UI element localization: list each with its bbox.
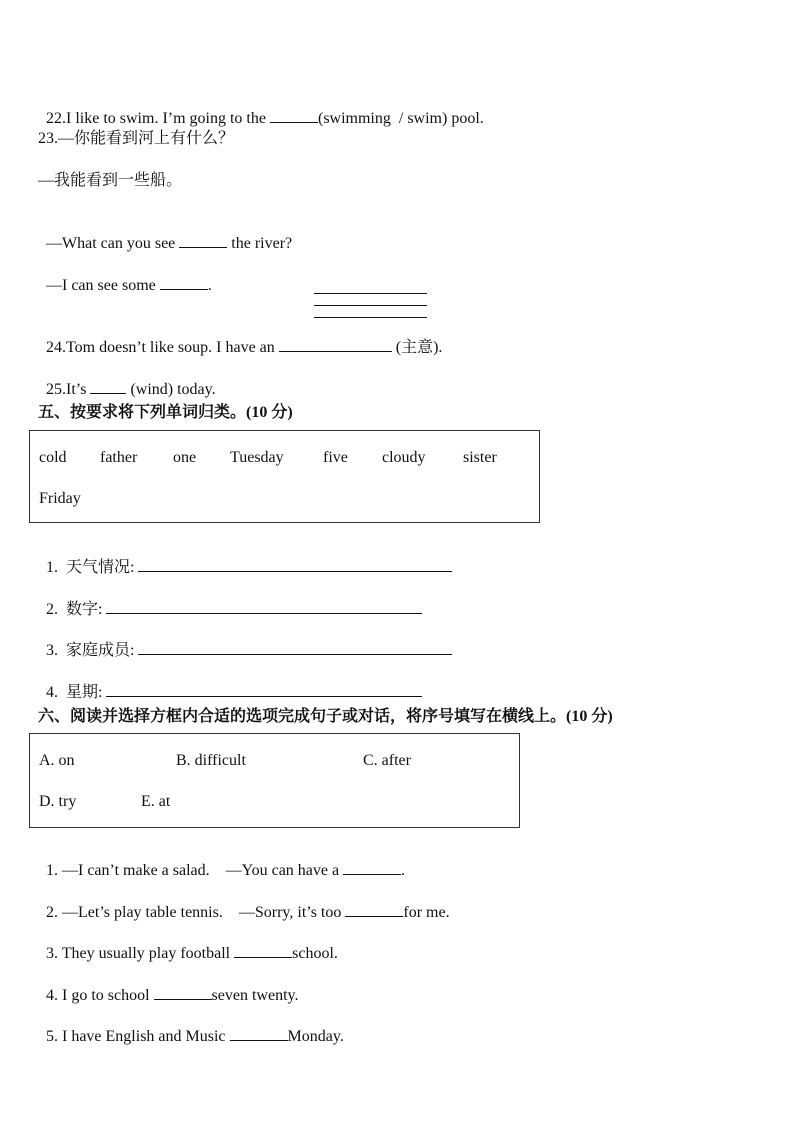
item-1-label: 1. 天气情况: [46, 559, 139, 576]
option-c: C. after [363, 752, 411, 769]
s6-q2-blank[interactable] [345, 902, 403, 917]
s6-q2-before: 2. —Let’s play table tennis. —Sorry, it’s too [46, 904, 346, 921]
s6-q1-after: . [401, 862, 406, 879]
section-5-title: 五、按要求将下列单词归类。(10 分) [38, 404, 293, 421]
section-6-q4 [38, 965, 298, 1006]
word-one: one [173, 449, 197, 466]
section-5-word-box [29, 430, 540, 523]
q23-blank-2[interactable] [160, 275, 208, 290]
q24-text-after: (主意). [391, 339, 443, 356]
word-tuesday: Tuesday [230, 449, 284, 466]
s6-q5-after: Monday. [287, 1028, 344, 1045]
s6-q5-blank[interactable] [230, 1026, 288, 1041]
q23-answer-before: —I can see some [46, 277, 160, 294]
item-4-blank[interactable] [106, 682, 422, 697]
q25-text-after: (wind) today. [126, 381, 216, 398]
s6-q1-before: 1. —I can’t make a salad. —You can have a [46, 862, 344, 879]
q25-text-before: 25.It’s [46, 381, 91, 398]
q25-blank[interactable] [90, 379, 126, 394]
q23-answer-after: . [207, 277, 212, 294]
s6-q4-after: seven twenty. [211, 987, 299, 1004]
option-e: E. at [141, 793, 171, 810]
q22-blank[interactable] [270, 108, 318, 123]
question-23-en-question [38, 213, 292, 254]
section-5-item-1 [38, 537, 452, 578]
section-6-q2 [38, 882, 450, 923]
q24-stack-line-2 [314, 305, 427, 306]
word-five: five [323, 449, 348, 466]
item-3-blank[interactable] [138, 640, 452, 655]
q24-text-before: 24.Tom doesn’t like soup. I have an [46, 339, 279, 356]
item-2-blank[interactable] [106, 599, 422, 614]
section-5-item-3 [38, 620, 452, 661]
q24-blank[interactable] [279, 337, 392, 352]
question-23-zh-question: 23.—你能看到河上有什么？ [38, 130, 235, 147]
section-6-option-box [29, 733, 520, 828]
q24-stack-line-1 [314, 293, 427, 294]
question-25 [38, 359, 216, 400]
s6-q3-blank[interactable] [234, 943, 292, 958]
q22-text-after: (swimming / swim) pool. [317, 110, 484, 127]
s6-q3-after: school. [292, 945, 338, 962]
s6-q2-after: for me. [403, 904, 450, 921]
item-1-blank[interactable] [138, 557, 452, 572]
s6-q4-before: 4. I go to school [46, 987, 154, 1004]
item-3-label: 3. 家庭成员: [46, 642, 139, 659]
s6-q1-blank[interactable] [343, 860, 401, 875]
option-b: B. difficult [176, 752, 246, 769]
option-d: D. try [39, 793, 77, 810]
word-cloudy: cloudy [382, 449, 426, 466]
question-23-en-answer [38, 255, 212, 296]
s6-q4-blank[interactable] [154, 985, 212, 1000]
section-5-item-4 [38, 662, 422, 703]
item-2-label: 2. 数字: [46, 601, 107, 618]
word-father: father [100, 449, 138, 466]
s6-q3-before: 3. They usually play football [46, 945, 235, 962]
option-a: A. on [39, 752, 75, 769]
question-24 [38, 317, 442, 358]
section-6-q3 [38, 923, 338, 964]
question-23-zh-answer: —我能看到一些船。 [38, 172, 183, 189]
section-6-title: 六、阅读并选择方框内合适的选项完成句子或对话，将序号填写在横线上。(10 分) [38, 708, 613, 725]
q23-question-before: —What can you see [46, 235, 180, 252]
q23-question-after: the river? [227, 235, 293, 252]
q23-blank-1[interactable] [179, 233, 227, 248]
section-6-q5 [38, 1006, 344, 1047]
word-sister: sister [463, 449, 497, 466]
question-22 [38, 88, 484, 129]
word-cold: cold [39, 449, 67, 466]
section-5-item-2 [38, 579, 422, 620]
q22-text-before: 22.I like to swim. I’m going to the [46, 110, 270, 127]
s6-q5-before: 5. I have English and Music [46, 1028, 230, 1045]
item-4-label: 4. 星期: [46, 684, 107, 701]
section-6-q1 [38, 840, 405, 881]
word-friday: Friday [39, 490, 81, 507]
